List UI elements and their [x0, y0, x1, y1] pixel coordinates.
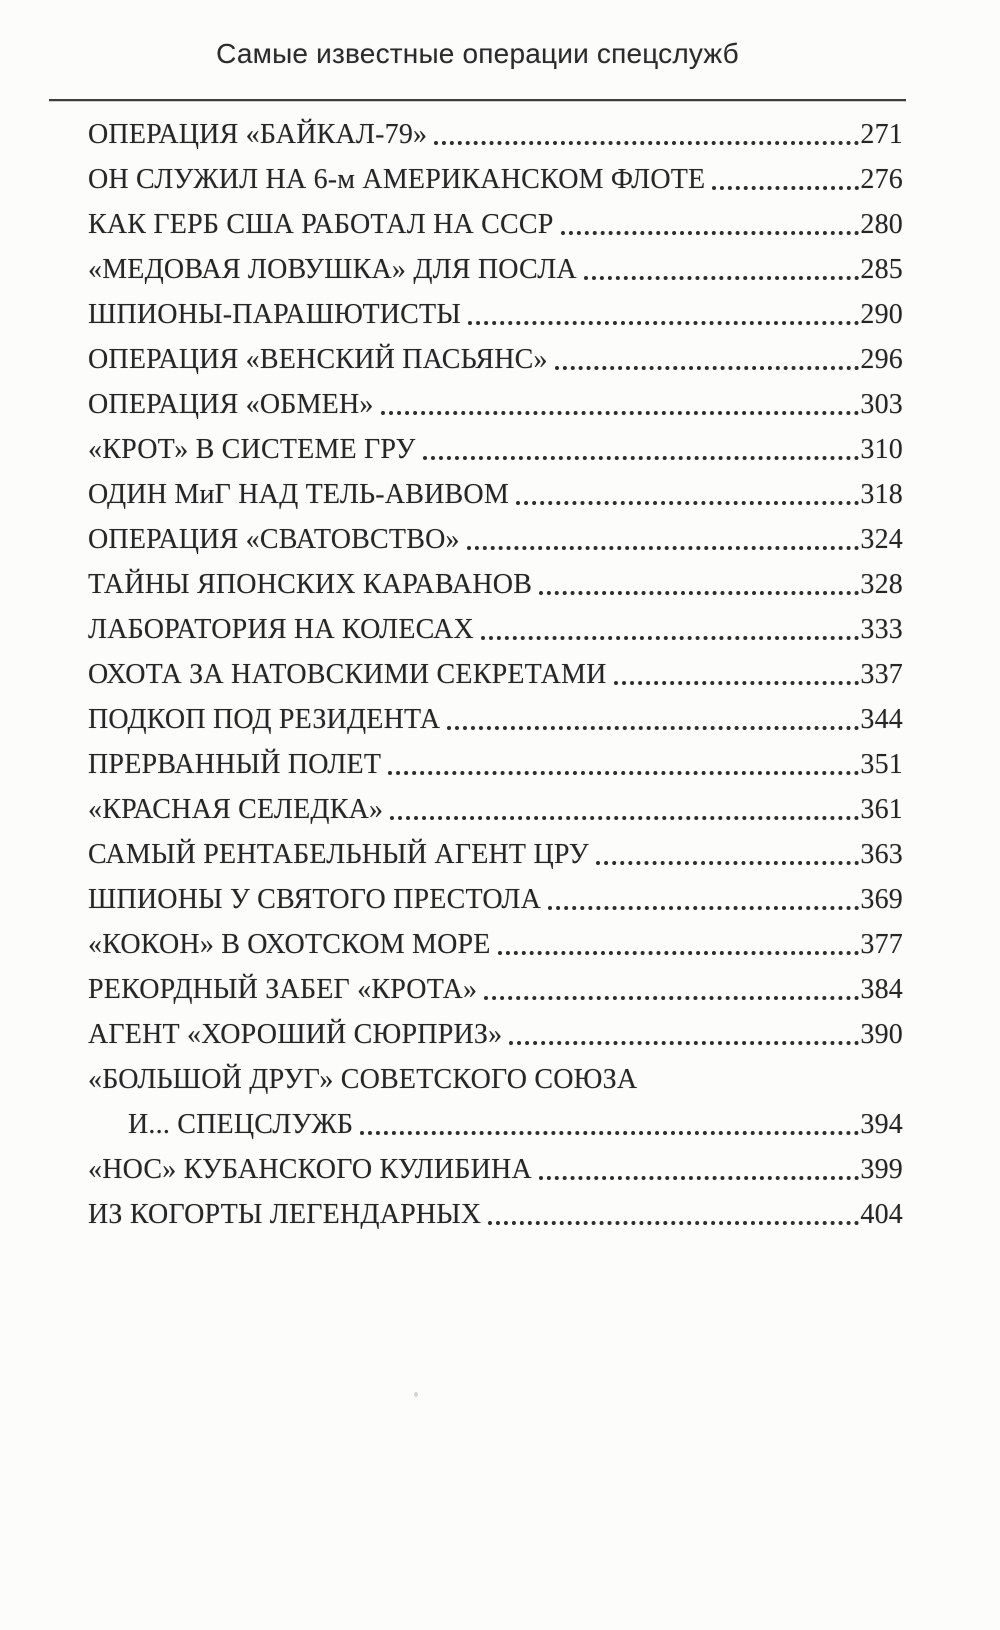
- toc-entry-title: ТАЙНЫ ЯПОНСКИХ КАРАВАНОВ: [88, 569, 533, 600]
- toc-entry: [88, 1012, 903, 1057]
- dot-leader: [614, 652, 860, 697]
- toc-entry: [88, 157, 903, 202]
- toc-entry: [88, 877, 903, 922]
- toc-entry-title: ШПИОНЫ У СВЯТОГО ПРЕСТОЛА: [88, 884, 542, 915]
- toc-entry-title: ОХОТА ЗА НАТОВСКИМИ СЕКРЕТАМИ: [88, 659, 607, 690]
- toc-entry: [88, 112, 903, 157]
- toc-entry-page-number: 344: [860, 704, 903, 735]
- toc-entry: [88, 967, 903, 1012]
- toc-entry-title: ОПЕРАЦИЯ «СВАТОВСТВО»: [88, 524, 460, 555]
- toc-entry-page-number: 271: [860, 119, 903, 150]
- dot-leader: [516, 472, 859, 517]
- toc-entry-page-number: 399: [860, 1154, 903, 1185]
- toc-entry-page-number: 318: [860, 479, 903, 510]
- toc-entry-title: КАК ГЕРБ США РАБОТАЛ НА СССР: [88, 209, 554, 240]
- toc-entry-title: ОПЕРАЦИЯ «ОБМЕН»: [88, 389, 374, 420]
- toc-entry-title: ШПИОНЫ-ПАРАШЮТИСТЫ: [88, 299, 461, 330]
- dot-leader: [712, 157, 859, 202]
- toc-entry: [88, 247, 903, 292]
- toc-entry: [88, 652, 903, 697]
- page-title: Самые известные операции спецслужб: [216, 38, 739, 69]
- toc-entry-page-number: 384: [860, 974, 903, 1005]
- toc-entry-title: ИЗ КОГОРТЫ ЛЕГЕНДАРНЫХ: [88, 1199, 482, 1230]
- toc-entry-page-number: 390: [860, 1019, 903, 1050]
- toc-entry-title: ОН СЛУЖИЛ НА 6-м АМЕРИКАНСКОМ ФЛОТЕ: [88, 164, 706, 195]
- toc-entry-page-number: 280: [860, 209, 903, 240]
- toc-entry: [88, 292, 903, 337]
- dot-leader: [584, 247, 860, 292]
- toc-entry-title: «КОКОН» В ОХОТСКОМ МОРЕ: [88, 929, 491, 960]
- toc-entry-page-number: 363: [860, 839, 903, 870]
- toc-entry: [88, 472, 903, 517]
- toc-entry-page-number: 351: [860, 749, 903, 780]
- toc-entry-page-number: 337: [860, 659, 903, 690]
- dot-leader: [484, 967, 859, 1012]
- toc-entry-page-number: 303: [860, 389, 903, 420]
- dot-leader: [360, 1102, 859, 1147]
- toc-entry: [88, 607, 903, 652]
- toc-entry: [88, 742, 903, 787]
- dot-leader: [467, 517, 860, 562]
- toc-entry: [88, 562, 903, 607]
- toc-entry-title: РЕКОРДНЫЙ ЗАБЕГ «КРОТА»: [88, 974, 478, 1005]
- dot-leader: [498, 922, 860, 967]
- toc-entry: [88, 1192, 903, 1237]
- toc-entry-page-number: 310: [860, 434, 903, 465]
- toc-entry-title: «НОС» КУБАНСКОГО КУЛИБИНА: [88, 1154, 532, 1185]
- toc-entry-page-number: 276: [860, 164, 903, 195]
- toc-entry-title: «БОЛЬШОЙ ДРУГ» СОВЕТСКОГО СОЮЗА: [88, 1064, 638, 1095]
- toc-entry-title: «МЕДОВАЯ ЛОВУШКА» ДЛЯ ПОСЛА: [88, 254, 577, 285]
- toc-entry-page-number: 285: [860, 254, 903, 285]
- dot-leader: [468, 292, 859, 337]
- toc-entry-page-number: 394: [860, 1109, 903, 1140]
- toc-entry-title: «КРОТ» В СИСТЕМЕ ГРУ: [88, 434, 416, 465]
- toc-entry-continuation: [88, 1102, 903, 1147]
- dot-leader: [548, 877, 859, 922]
- toc-entry-page-number: 296: [860, 344, 903, 375]
- toc-entry-page-number: 333: [860, 614, 903, 645]
- table-of-contents: [88, 112, 903, 1237]
- toc-entry-title: ОПЕРАЦИЯ «БАЙКАЛ-79»: [88, 119, 428, 150]
- header-divider: [49, 99, 906, 101]
- toc-entry: [88, 1147, 903, 1192]
- toc-entry: [88, 832, 903, 877]
- dot-leader: [509, 1012, 859, 1057]
- scan-artifact: [414, 1392, 418, 1397]
- dot-leader: [539, 562, 859, 607]
- toc-entry-page-number: 324: [860, 524, 903, 555]
- dot-leader: [561, 202, 860, 247]
- dot-leader: [539, 1147, 860, 1192]
- toc-entry-page-number: 328: [860, 569, 903, 600]
- toc-entry-title: АГЕНТ «ХОРОШИЙ СЮРПРИЗ»: [88, 1019, 503, 1050]
- dot-leader: [555, 337, 860, 382]
- toc-entry-page-number: 290: [860, 299, 903, 330]
- dot-leader: [390, 787, 859, 832]
- toc-entry-title: «КРАСНАЯ СЕЛЕДКА»: [88, 794, 384, 825]
- toc-entry: [88, 382, 903, 427]
- toc-entry-page-number: 377: [860, 929, 903, 960]
- toc-entry: [88, 1057, 903, 1102]
- toc-entry: [88, 202, 903, 247]
- toc-entry: [88, 787, 903, 832]
- toc-entry-title: ОПЕРАЦИЯ «ВЕНСКИЙ ПАСЬЯНС»: [88, 344, 548, 375]
- toc-entry: [88, 517, 903, 562]
- toc-entry-title: ЛАБОРАТОРИЯ НА КОЛЕСАХ: [88, 614, 474, 645]
- toc-entry: [88, 427, 903, 472]
- toc-entry-title: И... СПЕЦСЛУЖБ: [128, 1109, 354, 1140]
- dot-leader: [481, 607, 859, 652]
- toc-entry-title: САМЫЙ РЕНТАБЕЛЬНЫЙ АГЕНТ ЦРУ: [88, 839, 589, 870]
- toc-entry: [88, 337, 903, 382]
- dot-leader: [388, 742, 859, 787]
- dot-leader: [423, 427, 860, 472]
- toc-entry-title: ОДИН МиГ НАД ТЕЛЬ-АВИВОМ: [88, 479, 509, 510]
- dot-leader: [488, 1192, 859, 1237]
- toc-entry-page-number: 369: [860, 884, 903, 915]
- dot-leader: [596, 832, 859, 877]
- toc-entry: [88, 697, 903, 742]
- dot-leader: [447, 697, 859, 742]
- toc-entry-page-number: 361: [860, 794, 903, 825]
- dot-leader: [381, 382, 860, 427]
- toc-entry-title: ПОДКОП ПОД РЕЗИДЕНТА: [88, 704, 441, 735]
- toc-entry-title: ПРЕРВАННЫЙ ПОЛЕТ: [88, 749, 382, 780]
- dot-leader: [434, 112, 859, 157]
- toc-entry: [88, 922, 903, 967]
- toc-entry-page-number: 404: [860, 1199, 903, 1230]
